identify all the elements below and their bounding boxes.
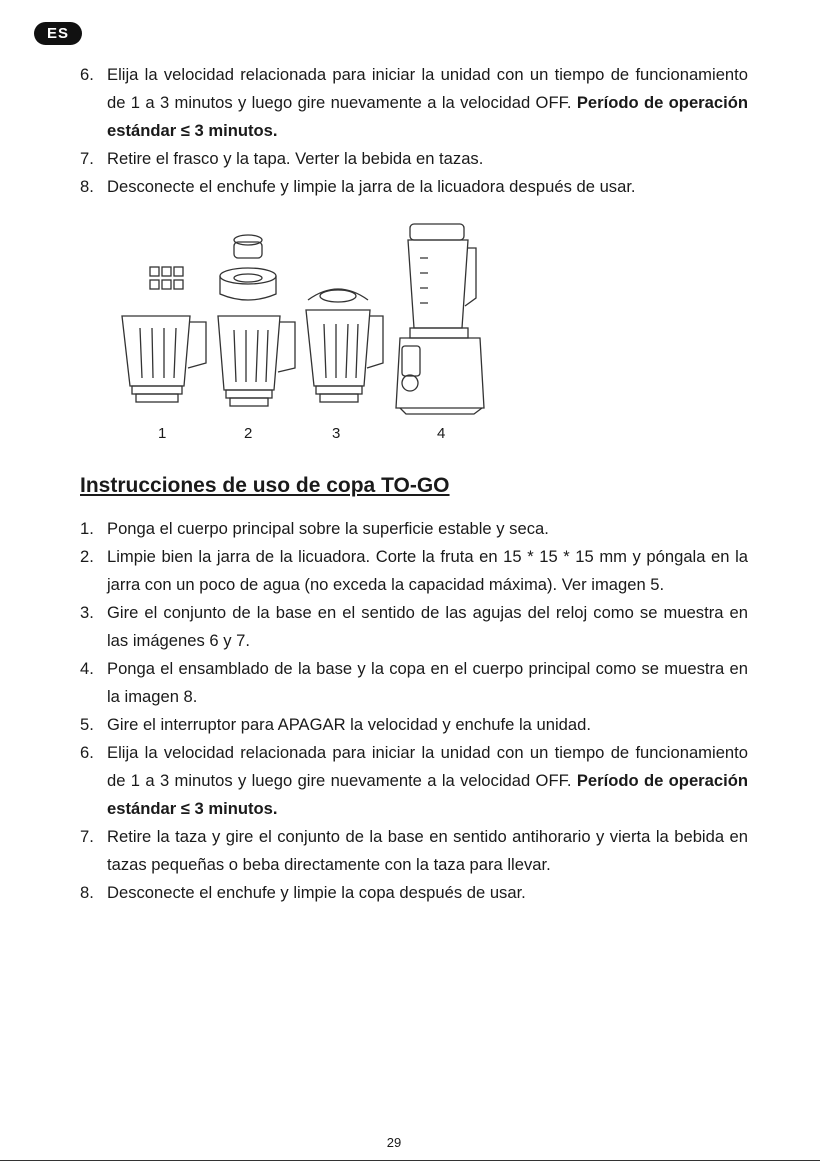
step-item [80,515,748,543]
step-text: Elija la velocidad relacionada para iniciar la unidad con un tiempo de funcionamiento de 1 a 3 minutos y luego gire nuevamente a la velocidad OFF. [107,743,748,790]
jar-1-icon [122,316,206,402]
step-number: 3. [80,603,94,622]
step-text: Gire el interruptor para APAGAR la velocidad y enchufe la unidad. [107,715,591,734]
language-badge: ES [34,22,82,45]
blender-4-icon [396,224,484,414]
step-number: 6. [80,65,94,84]
step-item [80,655,748,711]
step-item [80,739,748,823]
step-bold-text: Período de operación estándar ≤ 3 minutos. [107,771,748,818]
ice-cubes-icon [150,267,183,289]
blender-assembly-illustration [110,218,500,450]
step-number: 2. [80,547,94,566]
steps-list-top [80,61,748,201]
footer-divider [0,1160,820,1161]
step-item [80,543,748,599]
step-text: Desconecte el enchufe y limpie la copa después de usar. [107,883,526,902]
step-text: Retire la taza y gire el conjunto de la base en sentido antihorario y vierta la bebida en tazas pequeñas o beba directamente con la taza para llevar. [107,827,748,874]
step-number: 1. [80,519,94,538]
step-text: Ponga el ensamblado de la base y la copa en el cuerpo principal como se muestra en la imagen 8. [107,659,748,706]
step-item [80,173,748,201]
step-text: Elija la velocidad relacionada para iniciar la unidad con un tiempo de funcionamiento de 1 a 3 minutos y luego gire nuevamente a la velocidad OFF. [107,65,748,112]
jar-3-icon [306,289,383,402]
step-text: Desconecte el enchufe y limpie la jarra de la licuadora después de usar. [107,177,636,196]
step-text: Gire el conjunto de la base en el sentido de las agujas del reloj como se muestra en las imágenes 6 y 7. [107,603,748,650]
steps-list-bottom [80,515,748,907]
step-item [80,823,748,879]
step-number: 7. [80,149,94,168]
step-item [80,879,748,907]
step-number: 7. [80,827,94,846]
step-number: 6. [80,743,94,762]
step-item [80,599,748,655]
step-number: 8. [80,177,94,196]
step-text: Limpie bien la jarra de la licuadora. Corte la fruta en 15 * 15 * 15 mm y póngala en la jarra con un poco de agua (no exceda la capacidad máxima). Ver imagen 5. [107,547,748,594]
jar-2-icon [218,235,295,406]
page-number: 29 [386,1135,402,1150]
step-item [80,711,748,739]
figure-label-2: 2 [244,425,253,442]
step-item [80,145,748,173]
step-number: 5. [80,715,94,734]
step-number: 4. [80,659,94,678]
step-number: 8. [80,883,94,902]
section-title: Instrucciones de uso de copa TO-GO [80,474,450,497]
step-bold-text: Período de operación estándar ≤ 3 minutos. [107,93,748,140]
step-text: Retire el frasco y la tapa. Verter la bebida en tazas. [107,149,484,168]
step-text: Ponga el cuerpo principal sobre la superficie estable y seca. [107,519,549,538]
step-item [80,61,748,145]
figure-label-1: 1 [158,425,167,442]
figure-label-3: 3 [332,425,341,442]
figure-label-4: 4 [437,425,446,442]
